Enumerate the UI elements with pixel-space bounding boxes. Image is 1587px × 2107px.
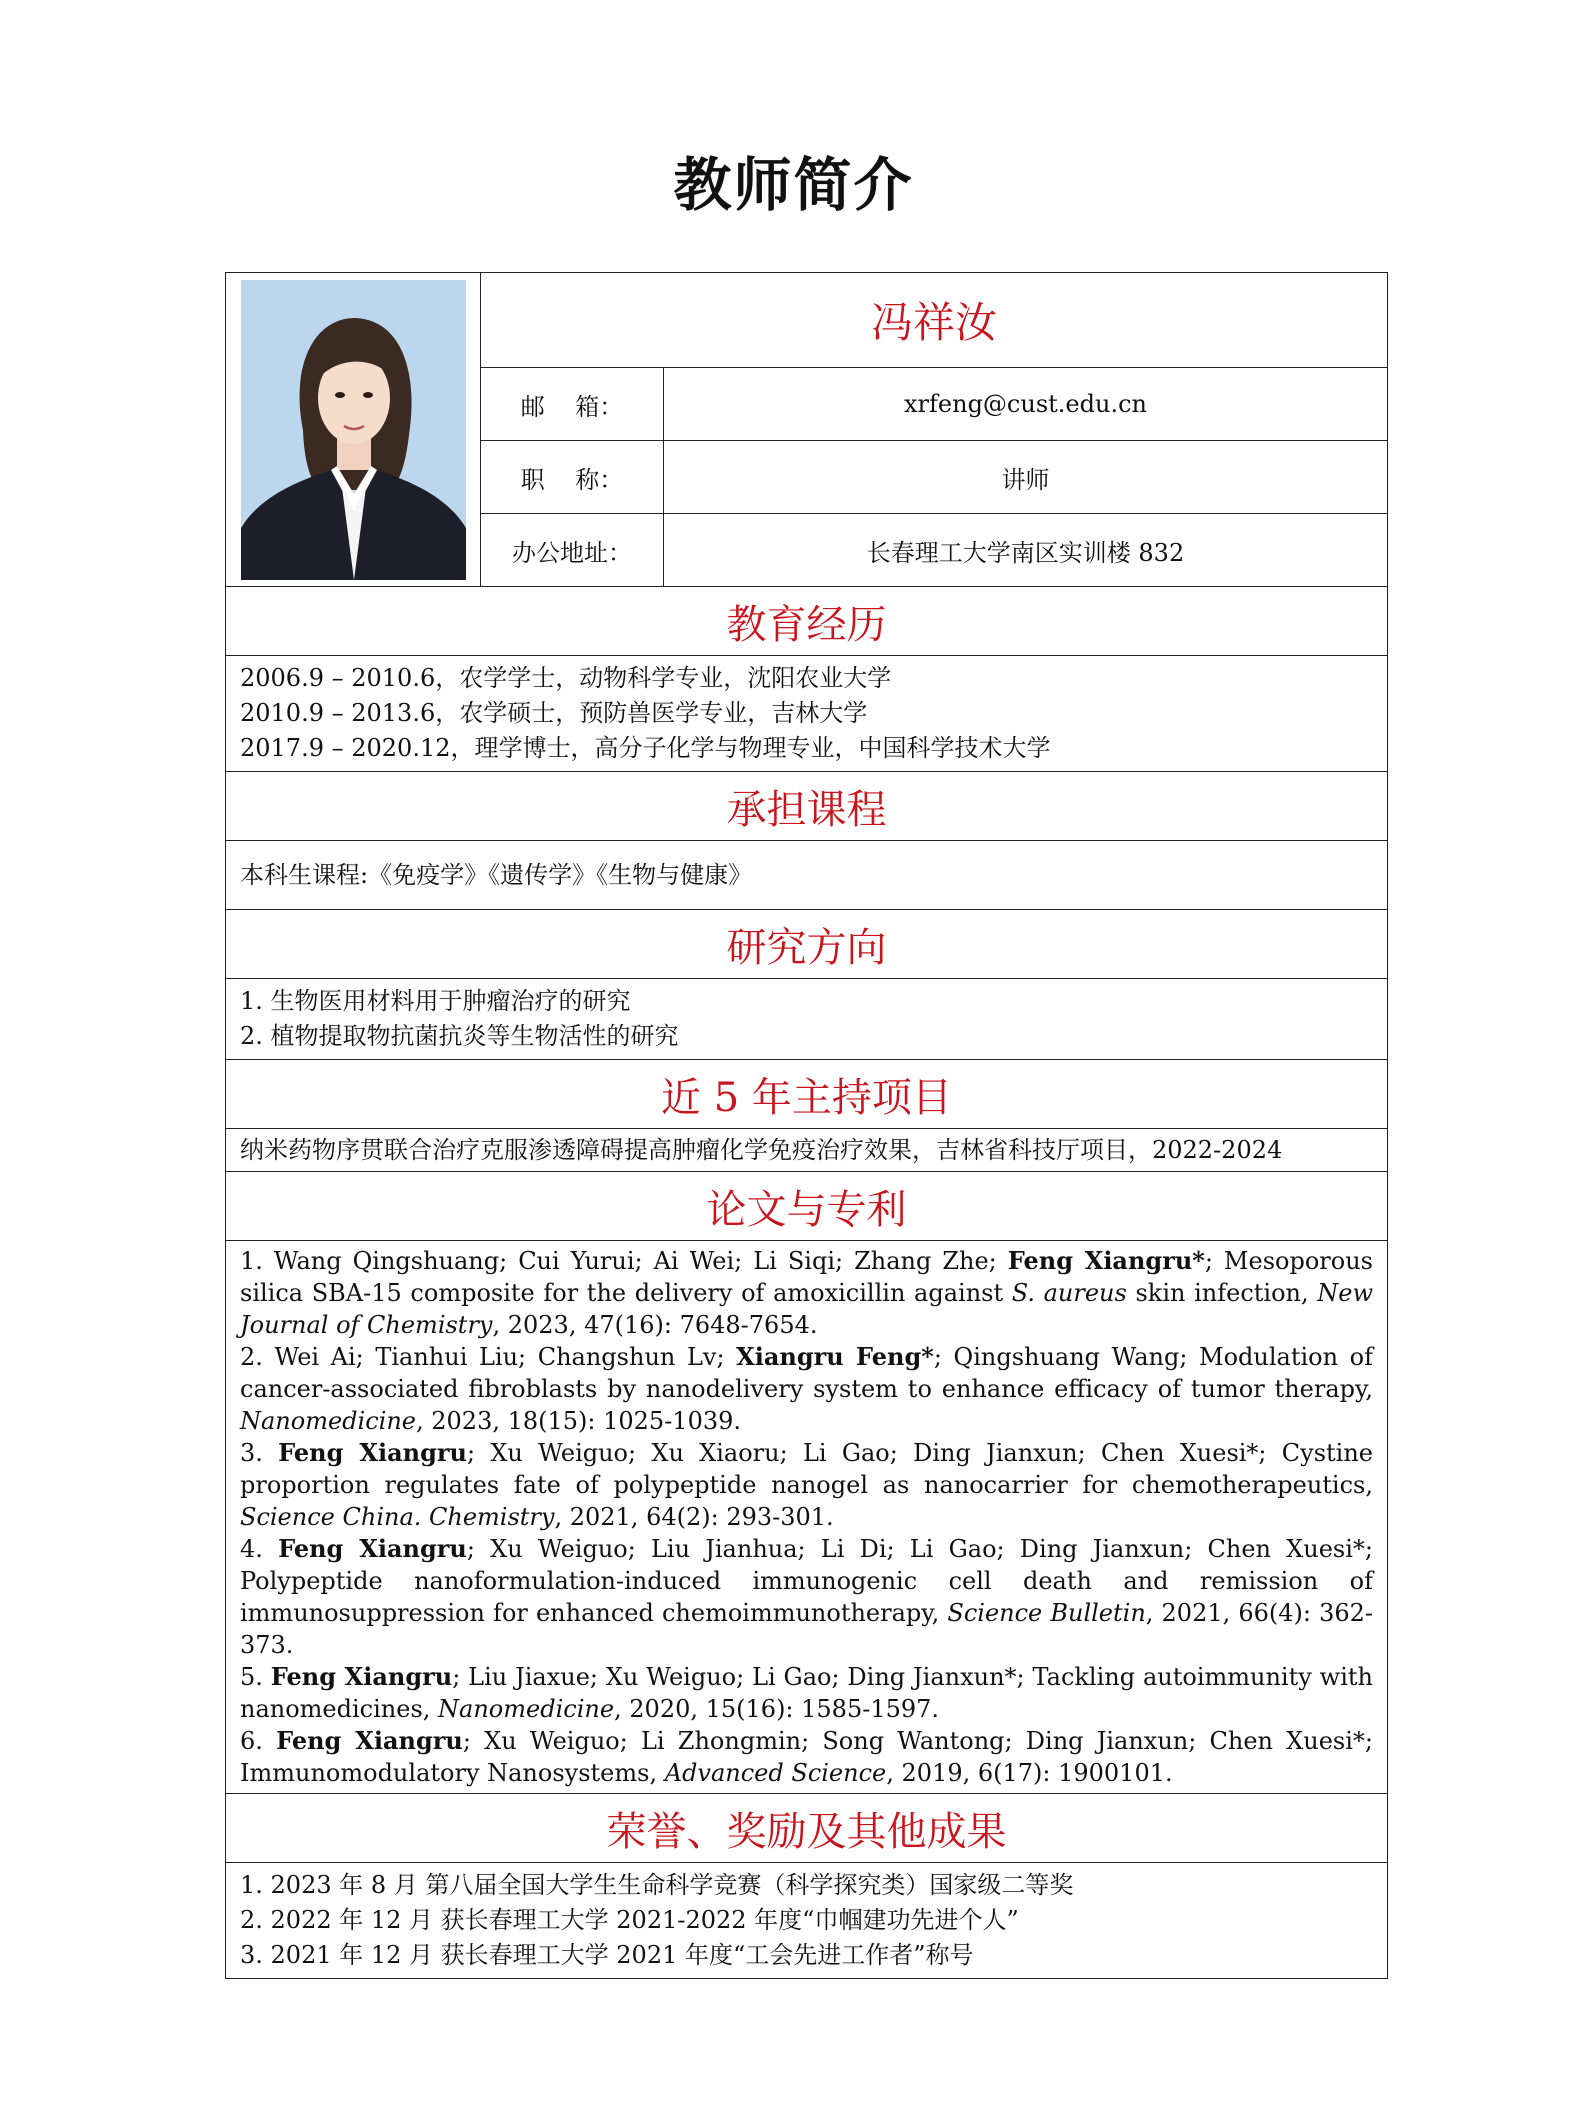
paper-item: 4. Feng Xiangru; Xu Weiguo; Liu Jianhua; Li Di; Li Gao; Ding Jianxun; Chen Xuesi*; Polypeptide nanoformulation-induced immunogenic cell death and remission of immunosuppression for enhanced chemoimmunotherapy, Science Bulletin, 2021, 66(4): 362-373.: [240, 1534, 1374, 1659]
list-item: 2006.9 – 2010.6，农学学士，动物科学专业，沈阳农业大学: [240, 664, 892, 692]
profile-table: [225, 272, 1388, 1979]
title-value: 讲师: [664, 441, 1388, 514]
office-value: 长春理工大学南区实训楼 832: [664, 514, 1388, 587]
office-label: 办公地址：: [481, 514, 664, 587]
education-heading: 教育经历: [226, 587, 1388, 656]
papers-list: [226, 1241, 1388, 1794]
education-list: [226, 656, 1388, 772]
honors-heading: 荣誉、奖励及其他成果: [226, 1794, 1388, 1863]
papers-heading: 论文与专利: [226, 1172, 1388, 1241]
portrait-photo: [241, 280, 466, 580]
page-title: 教师简介: [673, 151, 914, 219]
email-value[interactable]: xrfeng@cust.edu.cn: [664, 368, 1388, 441]
teacher-name: 冯祥汝: [481, 273, 1388, 368]
paper-item: 3. Feng Xiangru; Xu Weiguo; Xu Xiaoru; Li Gao; Ding Jianxun; Chen Xuesi*; Cystine proportion regulates fate of polypeptide nanogel as nanocarrier for chemotherapeutics, Science China. Chemistry, 2021, 64(2): 293-301.: [240, 1438, 1373, 1531]
research-list: [226, 979, 1388, 1060]
list-item: 2. 2022 年 12 月 获长春理工大学 2021-2022 年度“巾帼建功先进个人”: [240, 1906, 1019, 1934]
paper-item: 6. Feng Xiangru; Xu Weiguo; Li Zhongmin; Song Wantong; Ding Jianxun; Chen Xuesi*; Immunomodulatory Nanosystems, Advanced Science, 2019, 6(17): 1900101.: [240, 1726, 1373, 1787]
list-item: 1. 2023 年 8 月 第八届全国大学生生命科学竞赛（科学探究类）国家级二等奖: [240, 1871, 1074, 1899]
projects-heading: 近 5 年主持项目: [226, 1060, 1388, 1129]
list-item: 2017.9 – 2020.12，理学博士，高分子化学与物理专业，中国科学技术大学: [240, 734, 1051, 762]
paper-item: 1. Wang Qingshuang; Cui Yurui; Ai Wei; Li Siqi; Zhang Zhe; Feng Xiangru*; Mesoporous silica SBA-15 composite for the delivery of amoxicillin against S. aureus skin infection, New Journal of Chemistry, 2023, 47(16): 7648-7654.: [240, 1246, 1373, 1339]
research-heading: 研究方向: [226, 910, 1388, 979]
list-item: 2010.9 – 2013.6，农学硕士，预防兽医学专业，吉林大学: [240, 699, 868, 727]
courses-heading: 承担课程: [226, 772, 1388, 841]
title-label: 职 称：: [481, 441, 664, 514]
email-label: 邮 箱：: [481, 368, 664, 441]
list-item: 1. 生物医用材料用于肿瘤治疗的研究: [240, 987, 631, 1015]
projects-text: 纳米药物序贯联合治疗克服渗透障碍提高肿瘤化学免疫治疗效果，吉林省科技厅项目，2022-2024: [226, 1129, 1388, 1172]
paper-item: 5. Feng Xiangru; Liu Jiaxue; Xu Weiguo; Li Gao; Ding Jianxun*; Tackling autoimmunity with nanomedicines, Nanomedicine, 2020, 15(16): 1585-1597.: [240, 1662, 1373, 1723]
photo-cell: [226, 273, 481, 587]
courses-text: 本科生课程:《免疫学》《遗传学》《生物与健康》: [226, 841, 1388, 910]
honors-list: [226, 1863, 1388, 1979]
list-item: 3. 2021 年 12 月 获长春理工大学 2021 年度“工会先进工作者”称号: [240, 1941, 974, 1969]
paper-item: 2. Wei Ai; Tianhui Liu; Changshun Lv; Xiangru Feng*; Qingshuang Wang; Modulation of cancer-associated fibroblasts by nanodelivery system to enhance efficacy of tumor therapy, Nanomedicine, 2023, 18(15): 1025-1039.: [240, 1342, 1373, 1435]
list-item: 2. 植物提取物抗菌抗炎等生物活性的研究: [240, 1022, 679, 1050]
